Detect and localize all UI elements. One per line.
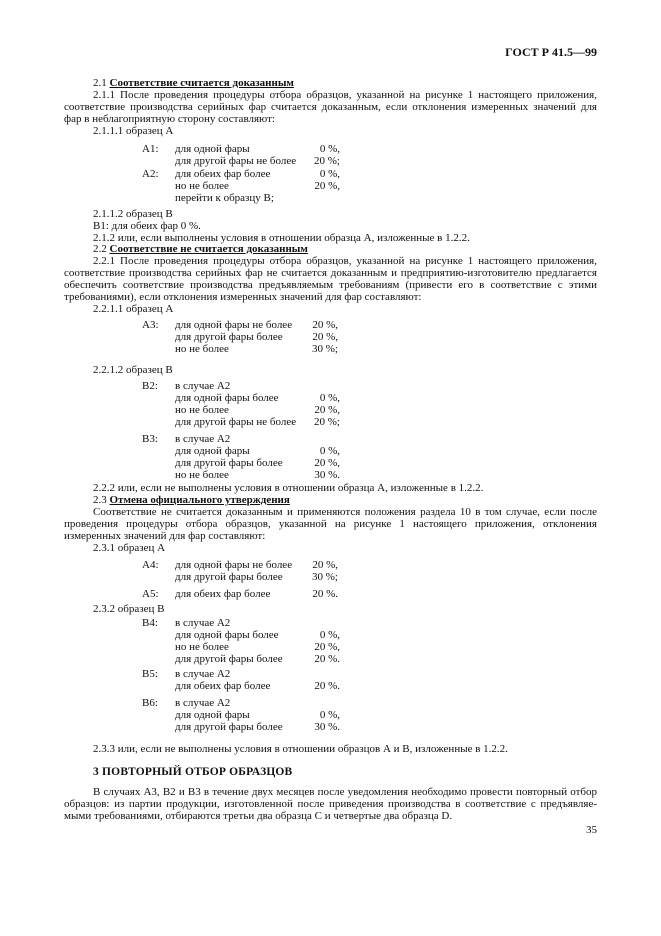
spec-value: 30 %.	[314, 469, 340, 481]
spec-row	[0, 617, 661, 629]
subsection-heading: 2.1 Соответствие считается доказанным	[93, 77, 294, 89]
spec-value: 20 %,	[312, 331, 338, 343]
spec-value: 0 %,	[319, 445, 340, 457]
spec-row	[0, 143, 661, 155]
text-line: обеспечить соответствие производства предъявляемым требованиям (привести его в соответствие с этими	[64, 279, 597, 291]
spec-description: но не более	[175, 404, 229, 416]
spec-description: для другой фары более	[175, 571, 283, 583]
spec-description: для другой фары более	[175, 457, 283, 469]
spec-row	[0, 559, 661, 571]
spec-description: для обеих фар более	[175, 168, 271, 180]
spec-value: 30 %;	[312, 571, 338, 583]
spec-label: А1:	[142, 143, 159, 155]
spec-description: для другой фары более	[175, 653, 283, 665]
spec-value: 20 %,	[314, 404, 340, 416]
spec-row	[0, 433, 661, 445]
spec-description: для другой фары более	[175, 721, 283, 733]
spec-label: А2:	[142, 168, 159, 180]
spec-row	[0, 697, 661, 709]
spec-label: В6:	[142, 697, 158, 709]
spec-value: 20 %,	[314, 180, 340, 192]
spec-row	[0, 680, 661, 692]
spec-value: 20 %.	[312, 588, 338, 600]
spec-value: 20 %,	[312, 319, 338, 331]
spec-label: В5:	[142, 668, 158, 680]
spec-description: для одной фары не более	[175, 559, 293, 571]
spec-row	[0, 192, 661, 204]
spec-row	[0, 343, 661, 355]
text-line: 2.1.2 или, если выполнены условия в отношении образца А, изложенные в 1.2.2.	[93, 232, 470, 244]
text-line: требованиями), если отклонения измеренных значений для фар составляют:	[64, 291, 422, 303]
text-line: мыми требованиями, отбираются третьи два образца С и четвертые два образца D.	[64, 810, 453, 822]
spec-value: 20 %,	[314, 457, 340, 469]
spec-value: 0 %,	[319, 709, 340, 721]
spec-label: А4:	[142, 559, 159, 571]
spec-row	[0, 404, 661, 416]
spec-row	[0, 445, 661, 457]
text-line: 2.1.1 После проведения процедуры отбора образцов, указанной на рисунке 1 настоящего приложения,	[93, 89, 597, 101]
spec-description: но не более	[175, 641, 229, 653]
spec-label: А3:	[142, 319, 159, 331]
spec-value: 20 %;	[314, 155, 340, 167]
spec-value: 30 %;	[312, 343, 338, 355]
spec-description: но не более	[175, 343, 229, 355]
spec-value: 0 %,	[319, 629, 340, 641]
spec-description: в случае А2	[175, 380, 231, 392]
document-header: ГОСТ Р 41.5—99	[505, 45, 597, 59]
spec-row	[0, 380, 661, 392]
spec-row	[0, 709, 661, 721]
spec-description: для одной фары более	[175, 392, 279, 404]
spec-row	[0, 641, 661, 653]
text-line: 2.1.1.2 образец В	[93, 208, 173, 220]
spec-description: для одной фары	[175, 143, 250, 155]
spec-description: для одной фары более	[175, 629, 279, 641]
page-number: 35	[586, 824, 597, 836]
spec-row	[0, 653, 661, 665]
spec-description: в случае А2	[175, 617, 231, 629]
spec-row	[0, 180, 661, 192]
spec-row	[0, 629, 661, 641]
spec-value: 20 %.	[314, 680, 340, 692]
section-heading: 3 ПОВТОРНЫЙ ОТБОР ОБРАЗЦОВ	[93, 766, 293, 778]
spec-row	[0, 457, 661, 469]
subsection-heading: 2.3 Отмена официального утверждения	[93, 494, 290, 506]
spec-row	[0, 392, 661, 404]
text-line: Соответствие не считается доказанным и применяются положения раздела 10 в том случае, если после	[93, 506, 597, 518]
spec-value: 30 %.	[314, 721, 340, 733]
spec-value: 20 %;	[314, 416, 340, 428]
spec-row	[0, 668, 661, 680]
spec-description: для одной фары	[175, 445, 250, 457]
spec-row	[0, 331, 661, 343]
spec-description: в случае А2	[175, 433, 231, 445]
spec-row	[0, 416, 661, 428]
text-line: проведения процедуры отбора образцов, указанной на рисунке 1 настоящего приложения, отклонения	[64, 518, 597, 530]
spec-description: для одной фары	[175, 709, 250, 721]
spec-description: в случае А2	[175, 697, 231, 709]
text-line: 2.2.2 или, если не выполнены условия в отношении образца А, изложенные в 1.2.2.	[93, 482, 484, 494]
text-line: соответствие производства серийных фар не считается доказанным и предприятию-изготовителю предлагается	[64, 267, 597, 279]
text-line: 2.2.1.1 образец А	[93, 303, 174, 315]
spec-row	[0, 168, 661, 180]
spec-description: для обеих фар более	[175, 680, 271, 692]
spec-label: В2:	[142, 380, 158, 392]
text-line: 2.3.2 образец В	[93, 603, 165, 615]
text-line: 2.2.1.2 образец В	[93, 364, 173, 376]
spec-description: для одной фары не более	[175, 319, 293, 331]
spec-description: для другой фары не более	[175, 155, 297, 167]
spec-value: 20 %,	[314, 641, 340, 653]
spec-row	[0, 588, 661, 600]
text-line: образцов: из партии продукции, изготовленной после приведения производства в соответствие с предъявляе-	[64, 798, 597, 810]
spec-row	[0, 469, 661, 481]
spec-description: в случае А2	[175, 668, 231, 680]
spec-value: 0 %,	[319, 392, 340, 404]
spec-label: В4:	[142, 617, 158, 629]
spec-description: для обеих фар более	[175, 588, 271, 600]
spec-description: для другой фары более	[175, 331, 283, 343]
spec-row	[0, 155, 661, 167]
text-line: 2.2.1 После проведения процедуры отбора образцов, указанной на рисунке 1 настоящего приложения,	[93, 255, 597, 267]
spec-row	[0, 571, 661, 583]
text-line: В случаях А3, В2 и В3 в течение двух месяцев после уведомления необходимо провести повторный отбор	[93, 786, 597, 798]
text-line: В1: для обеих фар 0 %.	[93, 220, 201, 232]
text-line: 2.3.3 или, если не выполнены условия в отношении образцов А и В, изложенные в 1.2.2.	[93, 743, 508, 755]
spec-label: А5:	[142, 588, 159, 600]
spec-description: но не более	[175, 469, 229, 481]
spec-description: для другой фары не более	[175, 416, 297, 428]
spec-value: 0 %,	[319, 168, 340, 180]
text-line: измеренных значений для фар составляют:	[64, 530, 266, 542]
text-line: соответствие производства серийных фар считается доказанным, если отклонения измеренных значений для	[64, 101, 597, 113]
text-line: 2.1.1.1 образец А	[93, 125, 174, 137]
spec-row	[0, 721, 661, 733]
spec-value: 20 %,	[312, 559, 338, 571]
text-line: фар в неблагоприятную сторону составляют:	[64, 113, 275, 125]
spec-description: перейти к образцу В;	[175, 192, 274, 204]
spec-value: 0 %,	[319, 143, 340, 155]
text-line: 2.3.1 образец А	[93, 542, 166, 554]
spec-value: 20 %.	[314, 653, 340, 665]
spec-description: но не более	[175, 180, 229, 192]
spec-row	[0, 319, 661, 331]
subsection-heading: 2.2 Соответствие не считается доказанным	[93, 243, 308, 255]
spec-label: В3:	[142, 433, 158, 445]
